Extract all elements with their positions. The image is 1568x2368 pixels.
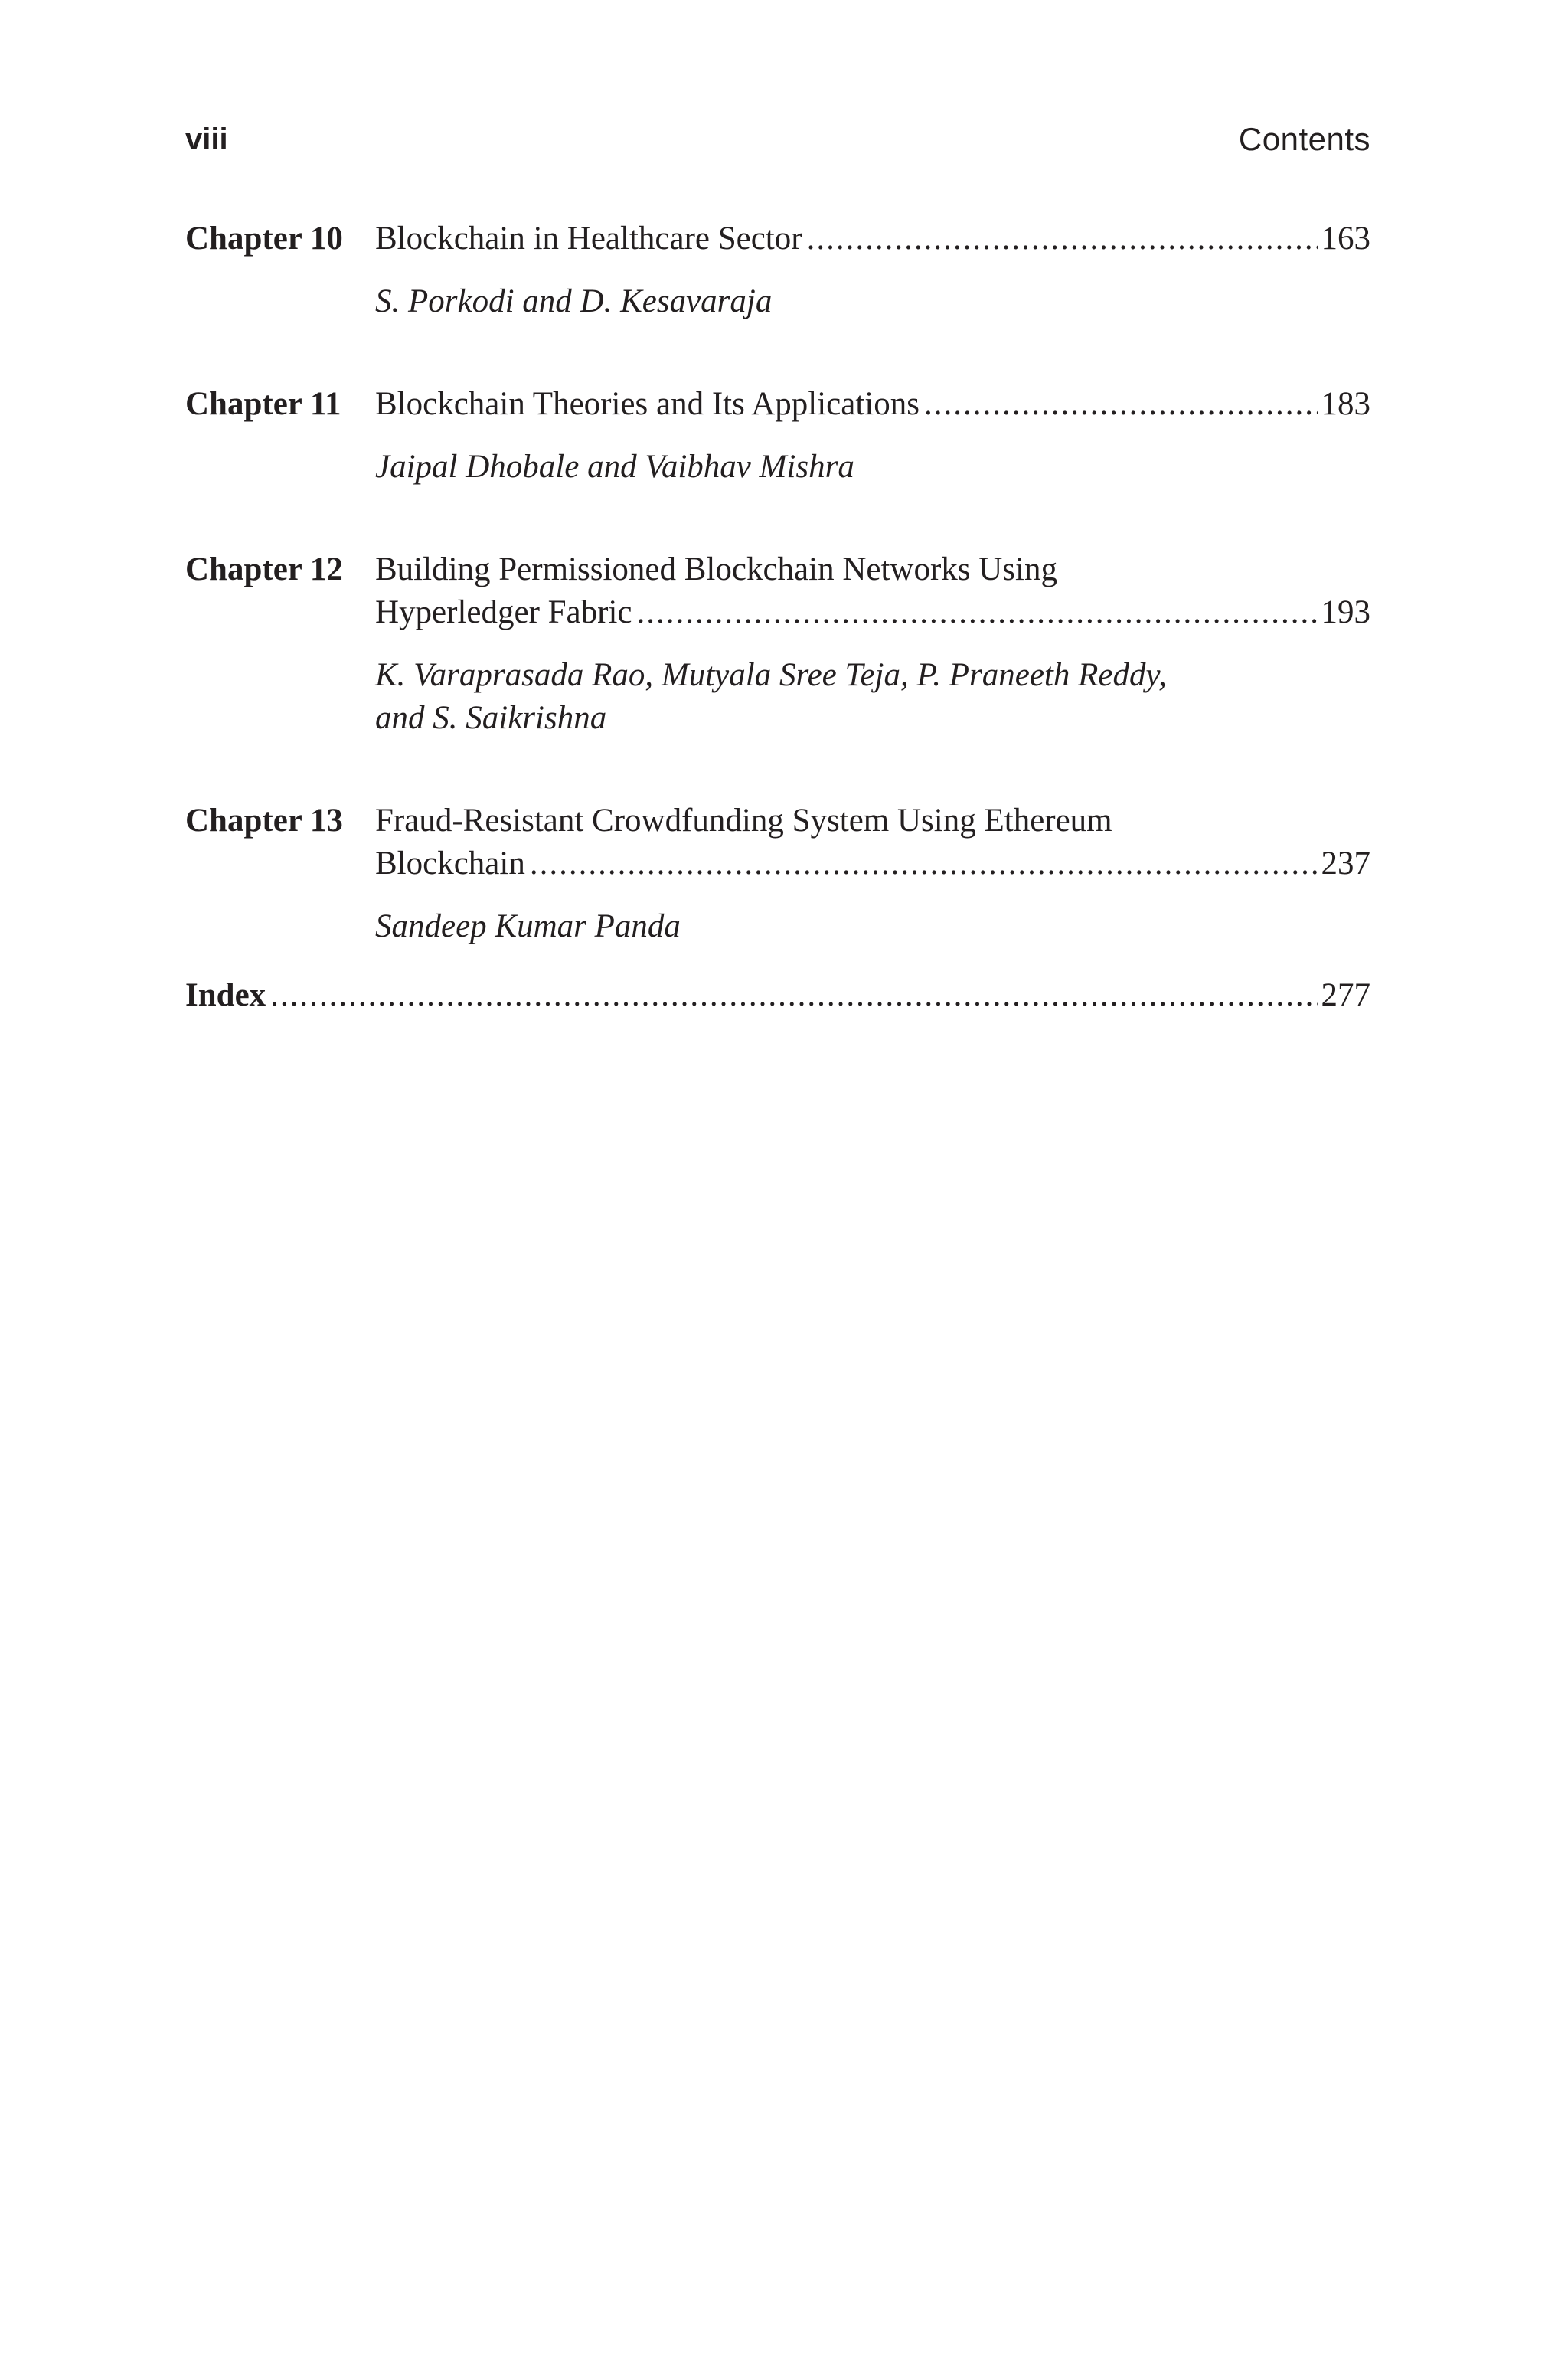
chapter-authors [375, 446, 1370, 489]
dot-leader [924, 383, 1318, 426]
chapter-title-continued: Blockchain [375, 845, 525, 881]
authors-line: Jaipal Dhobale and Vaibhav Mishra [375, 449, 854, 485]
chapter-authors [375, 280, 1370, 323]
chapter-title-line [375, 800, 1370, 842]
page-number: 183 [1321, 386, 1370, 422]
chapter-authors [375, 654, 1370, 740]
chapter-title-line [375, 383, 1370, 426]
running-head [185, 116, 1370, 162]
chapter-title-continued: Hyperledger Fabric [375, 594, 632, 630]
index-label: Index [185, 977, 266, 1013]
chapter-title-line [375, 591, 1370, 634]
chapter-title-line [375, 842, 1370, 885]
chapter-title: Fraud-Resistant Crowdfunding System Using Ethereum [375, 803, 1112, 839]
page-number: 163 [1321, 221, 1370, 257]
chapter-authors [375, 905, 1370, 948]
section-title: Contents [1238, 121, 1370, 157]
chapter-body [375, 548, 1370, 740]
toc-entry-index[interactable] [185, 974, 1370, 1017]
chapter-label: Chapter 10 [185, 221, 343, 257]
chapter-body [375, 218, 1370, 323]
dot-leader [807, 218, 1318, 260]
dot-leader [637, 591, 1318, 634]
chapter-title: Building Permissioned Blockchain Networks Using [375, 551, 1057, 587]
dot-leader [270, 974, 1318, 1017]
page-number: 277 [1321, 977, 1370, 1013]
authors-line: K. Varaprasada Rao, Mutyala Sree Teja, P. Praneeth Reddy, [375, 657, 1167, 693]
authors-line: Sandeep Kumar Panda [375, 908, 681, 944]
dot-leader [530, 842, 1318, 885]
chapter-label: Chapter 13 [185, 803, 343, 839]
page-folio: viii [185, 123, 228, 156]
chapter-title-line [375, 548, 1370, 591]
chapter-label: Chapter 11 [185, 386, 341, 422]
page-number: 237 [1321, 845, 1370, 881]
chapter-body [375, 800, 1370, 948]
page-number: 193 [1321, 594, 1370, 630]
chapter-label: Chapter 12 [185, 551, 343, 587]
authors-line: S. Porkodi and D. Kesavaraja [375, 283, 773, 319]
chapter-body [375, 383, 1370, 489]
chapter-title: Blockchain in Healthcare Sector [375, 221, 802, 257]
chapter-title-line [375, 218, 1370, 260]
chapter-title: Blockchain Theories and Its Applications [375, 386, 920, 422]
authors-line: and S. Saikrishna [375, 700, 607, 736]
